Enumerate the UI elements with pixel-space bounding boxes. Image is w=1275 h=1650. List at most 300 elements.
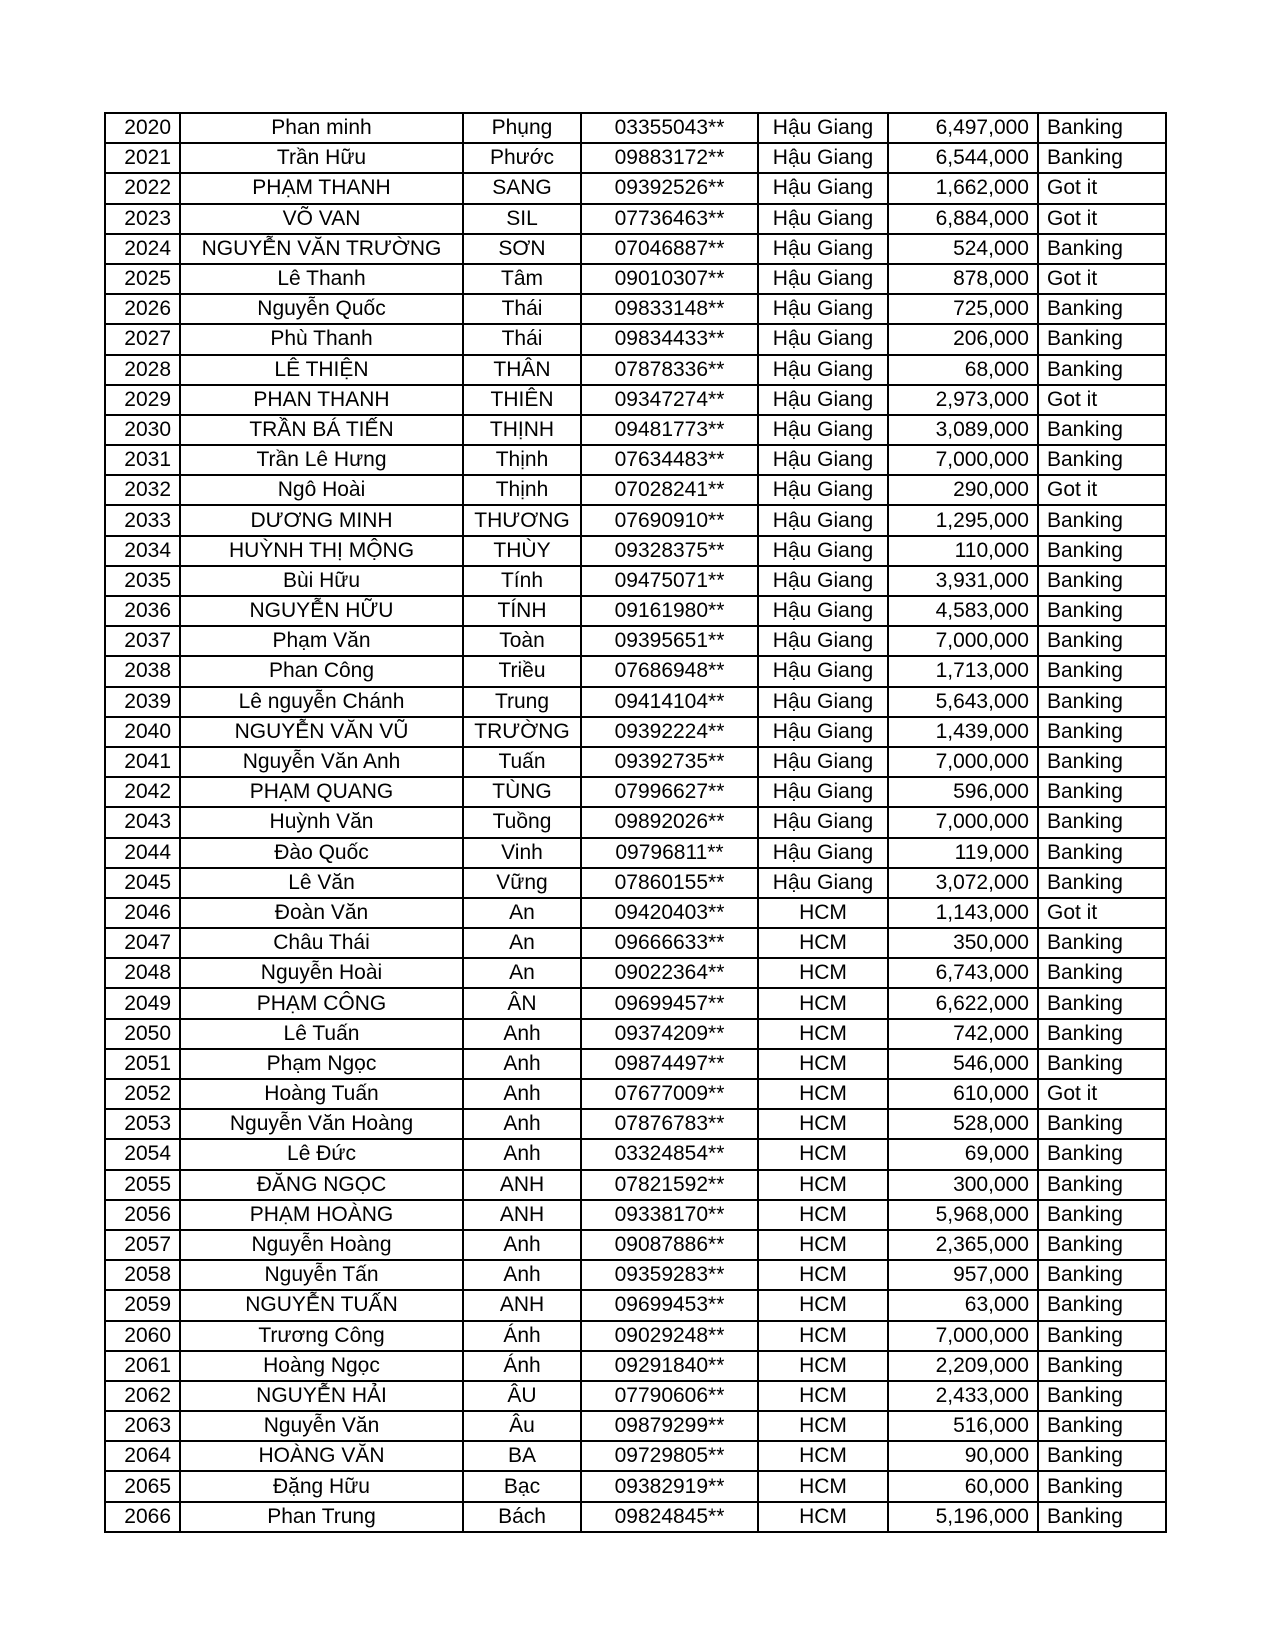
table-row xyxy=(105,747,1166,777)
region-cell: Hậu Giang xyxy=(758,656,888,686)
status-cell: Banking xyxy=(1038,1260,1166,1290)
row-number-cell: 2046 xyxy=(105,898,180,928)
table-row xyxy=(105,868,1166,898)
row-number-cell: 2066 xyxy=(105,1502,180,1532)
row-number-cell: 2036 xyxy=(105,596,180,626)
given-name-cell: Thịnh xyxy=(463,475,581,505)
given-name-cell: Vinh xyxy=(463,838,581,868)
status-cell: Banking xyxy=(1038,626,1166,656)
status-cell: Banking xyxy=(1038,143,1166,173)
amount-cell: 119,000 xyxy=(888,838,1038,868)
region-cell: Hậu Giang xyxy=(758,838,888,868)
row-number-cell: 2060 xyxy=(105,1321,180,1351)
amount-cell: 1,439,000 xyxy=(888,717,1038,747)
row-number-cell: 2020 xyxy=(105,113,180,143)
given-name-cell: Vững xyxy=(463,868,581,898)
row-number-cell: 2063 xyxy=(105,1411,180,1441)
phone-cell: 07860155** xyxy=(581,868,758,898)
row-number-cell: 2056 xyxy=(105,1200,180,1230)
amount-cell: 1,295,000 xyxy=(888,505,1038,535)
status-cell: Banking xyxy=(1038,445,1166,475)
surname-cell: Phan minh xyxy=(180,113,463,143)
region-cell: HCM xyxy=(758,1139,888,1169)
table-row xyxy=(105,1381,1166,1411)
table-row xyxy=(105,173,1166,203)
status-cell: Banking xyxy=(1038,717,1166,747)
phone-cell: 09699453** xyxy=(581,1290,758,1320)
surname-cell: Đặng Hữu xyxy=(180,1471,463,1501)
amount-cell: 6,497,000 xyxy=(888,113,1038,143)
surname-cell: Lê Đức xyxy=(180,1139,463,1169)
phone-cell: 07878336** xyxy=(581,355,758,385)
table-row xyxy=(105,324,1166,354)
phone-cell: 09395651** xyxy=(581,626,758,656)
region-cell: Hậu Giang xyxy=(758,173,888,203)
amount-cell: 7,000,000 xyxy=(888,445,1038,475)
status-cell: Banking xyxy=(1038,1019,1166,1049)
surname-cell: Nguyễn Văn Anh xyxy=(180,747,463,777)
phone-cell: 07634483** xyxy=(581,445,758,475)
region-cell: Hậu Giang xyxy=(758,204,888,234)
region-cell: HCM xyxy=(758,1049,888,1079)
amount-cell: 528,000 xyxy=(888,1109,1038,1139)
region-cell: Hậu Giang xyxy=(758,868,888,898)
table-row xyxy=(105,264,1166,294)
amount-cell: 6,544,000 xyxy=(888,143,1038,173)
status-cell: Banking xyxy=(1038,1290,1166,1320)
row-number-cell: 2022 xyxy=(105,173,180,203)
row-number-cell: 2052 xyxy=(105,1079,180,1109)
phone-cell: 09338170** xyxy=(581,1200,758,1230)
amount-cell: 2,973,000 xyxy=(888,385,1038,415)
row-number-cell: 2037 xyxy=(105,626,180,656)
table-row xyxy=(105,204,1166,234)
phone-cell: 09874497** xyxy=(581,1049,758,1079)
given-name-cell: ÂN xyxy=(463,988,581,1018)
surname-cell: Đoàn Văn xyxy=(180,898,463,928)
status-cell: Banking xyxy=(1038,1381,1166,1411)
given-name-cell: THỊNH xyxy=(463,415,581,445)
phone-cell: 09392526** xyxy=(581,173,758,203)
region-cell: Hậu Giang xyxy=(758,385,888,415)
surname-cell: NGUYỄN VĂN TRƯỜNG xyxy=(180,234,463,264)
region-cell: Hậu Giang xyxy=(758,717,888,747)
table-row xyxy=(105,355,1166,385)
row-number-cell: 2062 xyxy=(105,1381,180,1411)
table-row xyxy=(105,626,1166,656)
surname-cell: Nguyễn Hoàng xyxy=(180,1230,463,1260)
surname-cell: NGUYỄN HẢI xyxy=(180,1381,463,1411)
amount-cell: 7,000,000 xyxy=(888,1321,1038,1351)
phone-cell: 07790606** xyxy=(581,1381,758,1411)
status-cell: Banking xyxy=(1038,656,1166,686)
row-number-cell: 2042 xyxy=(105,777,180,807)
surname-cell: Nguyễn Văn xyxy=(180,1411,463,1441)
status-cell: Banking xyxy=(1038,1321,1166,1351)
table-row xyxy=(105,656,1166,686)
row-number-cell: 2059 xyxy=(105,1290,180,1320)
phone-cell: 09347274** xyxy=(581,385,758,415)
region-cell: Hậu Giang xyxy=(758,596,888,626)
surname-cell: Phan Trung xyxy=(180,1502,463,1532)
phone-cell: 09699457** xyxy=(581,988,758,1018)
phone-cell: 07821592** xyxy=(581,1170,758,1200)
amount-cell: 4,583,000 xyxy=(888,596,1038,626)
phone-cell: 09879299** xyxy=(581,1411,758,1441)
status-cell: Banking xyxy=(1038,294,1166,324)
table-row xyxy=(105,505,1166,535)
amount-cell: 290,000 xyxy=(888,475,1038,505)
amount-cell: 725,000 xyxy=(888,294,1038,324)
status-cell: Got it xyxy=(1038,475,1166,505)
row-number-cell: 2031 xyxy=(105,445,180,475)
region-cell: Hậu Giang xyxy=(758,475,888,505)
surname-cell: Nguyễn Quốc xyxy=(180,294,463,324)
region-cell: Hậu Giang xyxy=(758,566,888,596)
status-cell: Banking xyxy=(1038,113,1166,143)
row-number-cell: 2050 xyxy=(105,1019,180,1049)
table-row xyxy=(105,717,1166,747)
region-cell: HCM xyxy=(758,958,888,988)
status-cell: Banking xyxy=(1038,777,1166,807)
given-name-cell: Anh xyxy=(463,1260,581,1290)
given-name-cell: SƠN xyxy=(463,234,581,264)
row-number-cell: 2053 xyxy=(105,1109,180,1139)
amount-cell: 7,000,000 xyxy=(888,747,1038,777)
given-name-cell: Trung xyxy=(463,687,581,717)
surname-cell: Châu Thái xyxy=(180,928,463,958)
given-name-cell: ÂU xyxy=(463,1381,581,1411)
amount-cell: 3,072,000 xyxy=(888,868,1038,898)
amount-cell: 206,000 xyxy=(888,324,1038,354)
row-number-cell: 2033 xyxy=(105,505,180,535)
surname-cell: Lê Thanh xyxy=(180,264,463,294)
given-name-cell: ANH xyxy=(463,1200,581,1230)
region-cell: Hậu Giang xyxy=(758,536,888,566)
surname-cell: Lê Tuấn xyxy=(180,1019,463,1049)
row-number-cell: 2035 xyxy=(105,566,180,596)
phone-cell: 07996627** xyxy=(581,777,758,807)
amount-cell: 7,000,000 xyxy=(888,626,1038,656)
phone-cell: 09392735** xyxy=(581,747,758,777)
phone-cell: 09382919** xyxy=(581,1471,758,1501)
surname-cell: Phan Công xyxy=(180,656,463,686)
table-row xyxy=(105,1351,1166,1381)
table-row xyxy=(105,988,1166,1018)
row-number-cell: 2061 xyxy=(105,1351,180,1381)
amount-cell: 610,000 xyxy=(888,1079,1038,1109)
status-cell: Banking xyxy=(1038,505,1166,535)
row-number-cell: 2049 xyxy=(105,988,180,1018)
given-name-cell: Thái xyxy=(463,324,581,354)
phone-cell: 07028241** xyxy=(581,475,758,505)
region-cell: Hậu Giang xyxy=(758,626,888,656)
region-cell: Hậu Giang xyxy=(758,143,888,173)
surname-cell: TRẦN BÁ TIẾN xyxy=(180,415,463,445)
region-cell: HCM xyxy=(758,1079,888,1109)
amount-cell: 1,713,000 xyxy=(888,656,1038,686)
table-row xyxy=(105,898,1166,928)
phone-cell: 03324854** xyxy=(581,1139,758,1169)
surname-cell: Lê Văn xyxy=(180,868,463,898)
amount-cell: 546,000 xyxy=(888,1049,1038,1079)
surname-cell: Đào Quốc xyxy=(180,838,463,868)
row-number-cell: 2021 xyxy=(105,143,180,173)
region-cell: HCM xyxy=(758,898,888,928)
phone-cell: 09420403** xyxy=(581,898,758,928)
status-cell: Banking xyxy=(1038,536,1166,566)
status-cell: Got it xyxy=(1038,173,1166,203)
surname-cell: PHẠM QUANG xyxy=(180,777,463,807)
given-name-cell: TÍNH xyxy=(463,596,581,626)
phone-cell: 09892026** xyxy=(581,807,758,837)
row-number-cell: 2064 xyxy=(105,1441,180,1471)
row-number-cell: 2032 xyxy=(105,475,180,505)
given-name-cell: Tính xyxy=(463,566,581,596)
row-number-cell: 2024 xyxy=(105,234,180,264)
amount-cell: 1,143,000 xyxy=(888,898,1038,928)
phone-cell: 09087886** xyxy=(581,1230,758,1260)
region-cell: Hậu Giang xyxy=(758,747,888,777)
given-name-cell: SIL xyxy=(463,204,581,234)
given-name-cell: THÂN xyxy=(463,355,581,385)
amount-cell: 5,968,000 xyxy=(888,1200,1038,1230)
status-cell: Banking xyxy=(1038,1230,1166,1260)
region-cell: Hậu Giang xyxy=(758,324,888,354)
phone-cell: 09833148** xyxy=(581,294,758,324)
status-cell: Banking xyxy=(1038,747,1166,777)
amount-cell: 957,000 xyxy=(888,1260,1038,1290)
row-number-cell: 2043 xyxy=(105,807,180,837)
table-row xyxy=(105,1230,1166,1260)
surname-cell: VÕ VAN xyxy=(180,204,463,234)
region-cell: HCM xyxy=(758,1381,888,1411)
table-row xyxy=(105,1079,1166,1109)
row-number-cell: 2038 xyxy=(105,656,180,686)
amount-cell: 6,622,000 xyxy=(888,988,1038,1018)
phone-cell: 09824845** xyxy=(581,1502,758,1532)
status-cell: Banking xyxy=(1038,1471,1166,1501)
surname-cell: DƯƠNG MINH xyxy=(180,505,463,535)
region-cell: Hậu Giang xyxy=(758,505,888,535)
region-cell: Hậu Giang xyxy=(758,445,888,475)
data-table xyxy=(104,112,1167,1533)
status-cell: Banking xyxy=(1038,1049,1166,1079)
phone-cell: 09729805** xyxy=(581,1441,758,1471)
given-name-cell: Triều xyxy=(463,656,581,686)
phone-cell: 07876783** xyxy=(581,1109,758,1139)
surname-cell: PHẠM HOÀNG xyxy=(180,1200,463,1230)
row-number-cell: 2039 xyxy=(105,687,180,717)
table-row xyxy=(105,1049,1166,1079)
surname-cell: Hoàng Tuấn xyxy=(180,1079,463,1109)
table-row xyxy=(105,294,1166,324)
given-name-cell: Bách xyxy=(463,1502,581,1532)
given-name-cell: Thịnh xyxy=(463,445,581,475)
row-number-cell: 2026 xyxy=(105,294,180,324)
phone-cell: 03355043** xyxy=(581,113,758,143)
amount-cell: 516,000 xyxy=(888,1411,1038,1441)
status-cell: Banking xyxy=(1038,1139,1166,1169)
table-row xyxy=(105,1170,1166,1200)
row-number-cell: 2025 xyxy=(105,264,180,294)
given-name-cell: An xyxy=(463,898,581,928)
phone-cell: 09666633** xyxy=(581,928,758,958)
region-cell: Hậu Giang xyxy=(758,234,888,264)
table-row xyxy=(105,1260,1166,1290)
table-row xyxy=(105,385,1166,415)
surname-cell: PHẠM THANH xyxy=(180,173,463,203)
phone-cell: 09481773** xyxy=(581,415,758,445)
status-cell: Banking xyxy=(1038,988,1166,1018)
region-cell: Hậu Giang xyxy=(758,415,888,445)
surname-cell: Trần Lê Hưng xyxy=(180,445,463,475)
phone-cell: 09883172** xyxy=(581,143,758,173)
surname-cell: Trần Hữu xyxy=(180,143,463,173)
amount-cell: 69,000 xyxy=(888,1139,1038,1169)
surname-cell: NGUYỄN TUẤN xyxy=(180,1290,463,1320)
given-name-cell: Anh xyxy=(463,1079,581,1109)
table-row xyxy=(105,566,1166,596)
phone-cell: 07736463** xyxy=(581,204,758,234)
table-row xyxy=(105,415,1166,445)
row-number-cell: 2028 xyxy=(105,355,180,385)
surname-cell: HOÀNG VĂN xyxy=(180,1441,463,1471)
given-name-cell: ANH xyxy=(463,1290,581,1320)
table-row xyxy=(105,596,1166,626)
table-row xyxy=(105,928,1166,958)
region-cell: Hậu Giang xyxy=(758,355,888,385)
surname-cell: Hoàng Ngọc xyxy=(180,1351,463,1381)
given-name-cell: BA xyxy=(463,1441,581,1471)
region-cell: Hậu Giang xyxy=(758,807,888,837)
amount-cell: 110,000 xyxy=(888,536,1038,566)
row-number-cell: 2040 xyxy=(105,717,180,747)
amount-cell: 2,365,000 xyxy=(888,1230,1038,1260)
surname-cell: Phù Thanh xyxy=(180,324,463,354)
amount-cell: 6,743,000 xyxy=(888,958,1038,988)
status-cell: Banking xyxy=(1038,928,1166,958)
given-name-cell: Phước xyxy=(463,143,581,173)
status-cell: Banking xyxy=(1038,687,1166,717)
phone-cell: 09374209** xyxy=(581,1019,758,1049)
amount-cell: 3,089,000 xyxy=(888,415,1038,445)
amount-cell: 3,931,000 xyxy=(888,566,1038,596)
status-cell: Banking xyxy=(1038,807,1166,837)
region-cell: HCM xyxy=(758,1290,888,1320)
surname-cell: Nguyễn Hoài xyxy=(180,958,463,988)
phone-cell: 09475071** xyxy=(581,566,758,596)
table-row xyxy=(105,958,1166,988)
table-row xyxy=(105,1502,1166,1532)
given-name-cell: Phụng xyxy=(463,113,581,143)
region-cell: HCM xyxy=(758,1411,888,1441)
row-number-cell: 2065 xyxy=(105,1471,180,1501)
region-cell: HCM xyxy=(758,1351,888,1381)
given-name-cell: Âu xyxy=(463,1411,581,1441)
row-number-cell: 2051 xyxy=(105,1049,180,1079)
surname-cell: HUỲNH THỊ MỘNG xyxy=(180,536,463,566)
phone-cell: 09022364** xyxy=(581,958,758,988)
surname-cell: PHẠM CÔNG xyxy=(180,988,463,1018)
status-cell: Got it xyxy=(1038,898,1166,928)
status-cell: Banking xyxy=(1038,958,1166,988)
surname-cell: Ngô Hoài xyxy=(180,475,463,505)
table-row xyxy=(105,1290,1166,1320)
given-name-cell: Anh xyxy=(463,1109,581,1139)
status-cell: Banking xyxy=(1038,355,1166,385)
table-row xyxy=(105,687,1166,717)
region-cell: HCM xyxy=(758,1109,888,1139)
table-row xyxy=(105,445,1166,475)
table-row xyxy=(105,113,1166,143)
region-cell: Hậu Giang xyxy=(758,294,888,324)
given-name-cell: Tuồng xyxy=(463,807,581,837)
region-cell: HCM xyxy=(758,1441,888,1471)
given-name-cell: Anh xyxy=(463,1049,581,1079)
status-cell: Banking xyxy=(1038,1411,1166,1441)
phone-cell: 09392224** xyxy=(581,717,758,747)
table-row xyxy=(105,1139,1166,1169)
table-row xyxy=(105,1321,1166,1351)
amount-cell: 5,643,000 xyxy=(888,687,1038,717)
row-number-cell: 2054 xyxy=(105,1139,180,1169)
surname-cell: NGUYỄN HỮU xyxy=(180,596,463,626)
row-number-cell: 2045 xyxy=(105,868,180,898)
amount-cell: 2,433,000 xyxy=(888,1381,1038,1411)
table-row xyxy=(105,1441,1166,1471)
amount-cell: 68,000 xyxy=(888,355,1038,385)
amount-cell: 742,000 xyxy=(888,1019,1038,1049)
surname-cell: NGUYỄN VĂN VŨ xyxy=(180,717,463,747)
amount-cell: 1,662,000 xyxy=(888,173,1038,203)
surname-cell: PHAN THANH xyxy=(180,385,463,415)
given-name-cell: Anh xyxy=(463,1019,581,1049)
given-name-cell: THÙY xyxy=(463,536,581,566)
table-row xyxy=(105,143,1166,173)
surname-cell: ĐĂNG NGỌC xyxy=(180,1170,463,1200)
region-cell: HCM xyxy=(758,988,888,1018)
surname-cell: Bùi Hữu xyxy=(180,566,463,596)
status-cell: Got it xyxy=(1038,264,1166,294)
phone-cell: 09796811** xyxy=(581,838,758,868)
region-cell: Hậu Giang xyxy=(758,777,888,807)
phone-cell: 09010307** xyxy=(581,264,758,294)
row-number-cell: 2027 xyxy=(105,324,180,354)
status-cell: Banking xyxy=(1038,1441,1166,1471)
given-name-cell: An xyxy=(463,928,581,958)
given-name-cell: Bạc xyxy=(463,1471,581,1501)
table-row xyxy=(105,1471,1166,1501)
region-cell: Hậu Giang xyxy=(758,687,888,717)
given-name-cell: Toàn xyxy=(463,626,581,656)
row-number-cell: 2057 xyxy=(105,1230,180,1260)
status-cell: Banking xyxy=(1038,415,1166,445)
given-name-cell: Ánh xyxy=(463,1321,581,1351)
phone-cell: 07046887** xyxy=(581,234,758,264)
amount-cell: 596,000 xyxy=(888,777,1038,807)
table-row xyxy=(105,838,1166,868)
region-cell: HCM xyxy=(758,1230,888,1260)
given-name-cell: TRƯỜNG xyxy=(463,717,581,747)
amount-cell: 6,884,000 xyxy=(888,204,1038,234)
region-cell: HCM xyxy=(758,1321,888,1351)
status-cell: Banking xyxy=(1038,324,1166,354)
status-cell: Got it xyxy=(1038,385,1166,415)
region-cell: HCM xyxy=(758,1200,888,1230)
region-cell: HCM xyxy=(758,1471,888,1501)
amount-cell: 7,000,000 xyxy=(888,807,1038,837)
